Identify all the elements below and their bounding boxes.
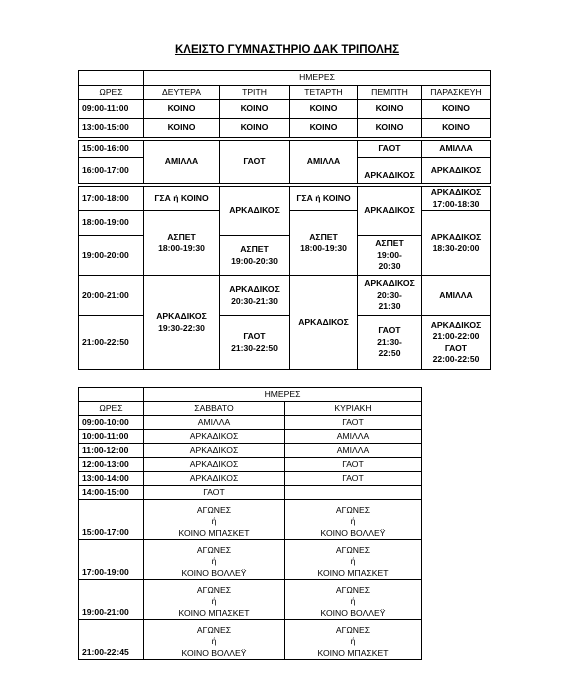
time-cell: 20:00-21:00 xyxy=(79,276,144,316)
schedule-cell: ΓΑΟΤ xyxy=(285,416,422,430)
schedule-cell: ΚΟΙΝΟ xyxy=(144,100,220,119)
schedule-cell: ΚΟΙΝΟ xyxy=(220,119,290,138)
time-cell: 10:00-11:00 xyxy=(79,430,144,444)
schedule-cell: ΑΓΩΝΕΣ ή ΚΟΙΝΟ ΒΟΛΛΕΫ xyxy=(285,500,422,540)
table-row xyxy=(79,276,491,316)
table-row xyxy=(79,540,422,580)
table-header-row xyxy=(79,71,491,86)
schedule-cell: ΑΡΚΑΔΙΚΟΣ xyxy=(422,158,491,184)
table-header-row xyxy=(79,86,491,100)
schedule-cell: ΓΑΟΤ xyxy=(285,458,422,472)
schedule-cell xyxy=(285,486,422,500)
schedule-cell: ΑΡΚΑΔΙΚΟΣ xyxy=(290,276,358,370)
schedule-cell: ΑΡΚΑΔΙΚΟΣ 20:30- 21:30 xyxy=(358,276,422,316)
schedule-cell: ΑΓΩΝΕΣ ή ΚΟΙΝΟ ΒΟΛΛΕΫ xyxy=(285,580,422,620)
schedule-cell: ΓΣΑ ή ΚΟΙΝΟ xyxy=(290,187,358,211)
page-title: ΚΛΕΙΣΤΟ ΓΥΜΝΑΣΤΗΡΙΟ ΔΑΚ ΤΡΙΠΟΛΗΣ xyxy=(174,44,400,56)
schedule-cell: ΚΟΙΝΟ xyxy=(422,119,491,138)
schedule-cell: ΑΜΙΛΛΑ xyxy=(144,141,220,184)
day-header-monday: ΔΕΥΤΕΡΑ xyxy=(144,86,220,100)
day-header-tuesday: ΤΡΙΤΗ xyxy=(220,86,290,100)
time-cell: 14:00-15:00 xyxy=(79,486,144,500)
time-cell: 19:00-20:00 xyxy=(79,236,144,276)
time-cell: 17:00-19:00 xyxy=(79,540,144,580)
schedule-cell: ΑΡΚΑΔΙΚΟΣ xyxy=(144,444,285,458)
schedule-cell: ΑΜΙΛΛΑ xyxy=(285,444,422,458)
schedule-cell: ΑΜΙΛΛΑ xyxy=(422,276,491,316)
schedule-cell: ΓΑΟΤ 21:30-22:50 xyxy=(220,316,290,370)
table-row xyxy=(79,486,422,500)
day-header-thursday: ΠΕΜΠΤΗ xyxy=(358,86,422,100)
schedule-cell: ΑΡΚΑΔΙΚΟΣ 17:00-18:30 xyxy=(422,187,491,211)
schedule-cell: ΓΣΑ ή ΚΟΙΝΟ xyxy=(144,187,220,211)
day-header-wednesday: ΤΕΤΑΡΤΗ xyxy=(290,86,358,100)
table-row xyxy=(79,500,422,540)
schedule-cell: ΑΡΚΑΔΙΚΟΣ xyxy=(144,472,285,486)
schedule-cell: ΑΡΚΑΔΙΚΟΣ xyxy=(144,430,285,444)
table-row xyxy=(79,458,422,472)
schedule-cell: ΑΜΙΛΛΑ xyxy=(144,416,285,430)
table-row xyxy=(79,472,422,486)
schedule-cell: ΑΡΚΑΔΙΚΟΣ xyxy=(358,158,422,184)
day-header-sunday: ΚΥΡΙΑΚΗ xyxy=(285,402,422,416)
table-row xyxy=(79,316,491,370)
schedule-cell: ΓΑΟΤ xyxy=(285,472,422,486)
schedule-cell: ΚΟΙΝΟ xyxy=(422,100,491,119)
time-cell: 13:00-14:00 xyxy=(79,472,144,486)
table-header-row xyxy=(79,402,422,416)
schedule-cell: ΓΑΟΤ xyxy=(144,486,285,500)
schedule-cell: ΚΟΙΝΟ xyxy=(144,119,220,138)
schedule-cell: ΑΣΠΕΤ 19:00- 20:30 xyxy=(358,236,422,276)
table-row xyxy=(79,580,422,620)
schedule-cell: ΑΜΙΛΛΑ xyxy=(285,430,422,444)
schedule-cell: ΑΡΚΑΔΙΚΟΣ 18:30-20:00 xyxy=(422,211,491,276)
time-cell: 15:00-16:00 xyxy=(79,141,144,158)
time-cell: 16:00-17:00 xyxy=(79,158,144,184)
schedule-cell: ΓΑΟΤ 21:30- 22:50 xyxy=(358,316,422,370)
schedule-cell: ΑΣΠΕΤ 18:00-19:30 xyxy=(144,211,220,276)
table-row xyxy=(79,430,422,444)
schedule-cell: ΚΟΙΝΟ xyxy=(358,100,422,119)
time-cell: 09:00-11:00 xyxy=(79,100,144,119)
schedule-cell: ΓΑΟΤ xyxy=(358,141,422,158)
schedule-cell: ΓΑΟΤ xyxy=(220,141,290,184)
table-row xyxy=(79,119,491,138)
table-row xyxy=(79,620,422,660)
table-row xyxy=(79,100,491,119)
time-cell: 12:00-13:00 xyxy=(79,458,144,472)
schedule-cell: ΑΡΚΑΔΙΚΟΣ xyxy=(220,187,290,236)
schedule-cell: ΑΡΚΑΔΙΚΟΣ xyxy=(358,187,422,236)
days-group-header: ΗΜΕΡΕΣ xyxy=(144,71,491,86)
table-row xyxy=(79,141,491,158)
schedule-cell: ΑΓΩΝΕΣ ή ΚΟΙΝΟ ΜΠΑΣΚΕΤ xyxy=(285,620,422,660)
schedule-cell: ΑΡΚΑΔΙΚΟΣ xyxy=(144,458,285,472)
table-header-row xyxy=(79,388,422,402)
schedule-cell: ΚΟΙΝΟ xyxy=(220,100,290,119)
schedule-cell: ΑΓΩΝΕΣ ή ΚΟΙΝΟ ΒΟΛΛΕΫ xyxy=(144,620,285,660)
schedule-cell: ΑΓΩΝΕΣ ή ΚΟΙΝΟ ΜΠΑΣΚΕΤ xyxy=(144,500,285,540)
schedule-cell: ΑΓΩΝΕΣ ή ΚΟΙΝΟ ΜΠΑΣΚΕΤ xyxy=(144,580,285,620)
schedule-cell: ΑΓΩΝΕΣ ή ΚΟΙΝΟ ΒΟΛΛΕΫ xyxy=(144,540,285,580)
time-cell: 18:00-19:00 xyxy=(79,211,144,236)
days-group-header: ΗΜΕΡΕΣ xyxy=(144,388,422,402)
weekday-schedule-table xyxy=(78,70,491,370)
table-row xyxy=(79,416,422,430)
time-cell: 13:00-15:00 xyxy=(79,119,144,138)
day-header-saturday: ΣΑΒΒΑΤΟ xyxy=(144,402,285,416)
schedule-cell: ΑΡΚΑΔΙΚΟΣ 19:30-22:30 xyxy=(144,276,220,370)
schedule-cell: ΑΜΙΛΛΑ xyxy=(290,141,358,184)
hours-column-header: ΩΡΕΣ xyxy=(79,86,144,100)
time-cell: 11:00-12:00 xyxy=(79,444,144,458)
schedule-cell: ΑΣΠΕΤ 18:00-19:30 xyxy=(290,211,358,276)
schedule-cell: ΑΡΚΑΔΙΚΟΣ 20:30-21:30 xyxy=(220,276,290,316)
schedule-cell: ΑΡΚΑΔΙΚΟΣ 21:00-22:00 ΓΑΟΤ 22:00-22:50 xyxy=(422,316,491,370)
schedule-cell: ΑΣΠΕΤ 19:00-20:30 xyxy=(220,236,290,276)
table-row xyxy=(79,187,491,211)
schedule-cell: ΚΟΙΝΟ xyxy=(358,119,422,138)
time-cell: 17:00-18:00 xyxy=(79,187,144,211)
time-cell: 15:00-17:00 xyxy=(79,500,144,540)
weekend-schedule-table xyxy=(78,387,422,660)
time-cell: 09:00-10:00 xyxy=(79,416,144,430)
day-header-friday: ΠΑΡΑΣΚΕΥΗ xyxy=(422,86,491,100)
table-row xyxy=(79,444,422,458)
schedule-cell: ΑΜΙΛΛΑ xyxy=(422,141,491,158)
time-cell: 21:00-22:45 xyxy=(79,620,144,660)
schedule-cell: ΚΟΙΝΟ xyxy=(290,100,358,119)
schedule-cell: ΚΟΙΝΟ xyxy=(290,119,358,138)
time-cell: 21:00-22:50 xyxy=(79,316,144,370)
hours-column-header: ΩΡΕΣ xyxy=(79,402,144,416)
schedule-cell: ΑΓΩΝΕΣ ή ΚΟΙΝΟ ΜΠΑΣΚΕΤ xyxy=(285,540,422,580)
time-cell: 19:00-21:00 xyxy=(79,580,144,620)
